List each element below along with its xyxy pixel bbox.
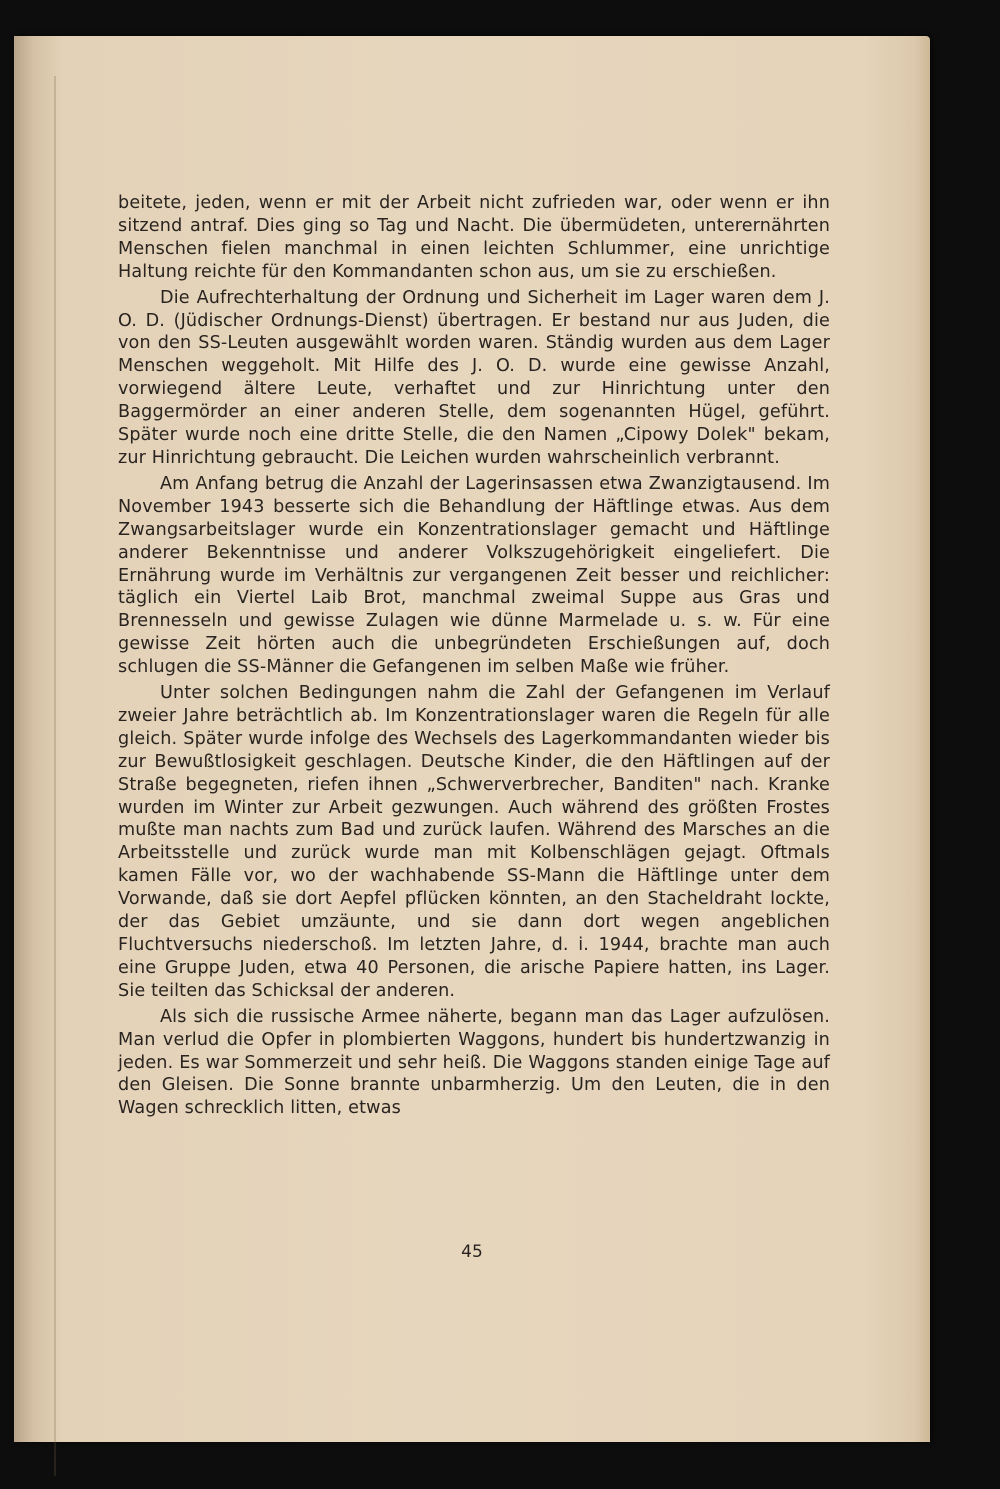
body-text [118,192,830,1123]
paragraph: Am Anfang betrug die Anzahl der Lagerinsassen etwa Zwanzigtausend. Im November 1943 besserte sich die Behandlung der Häftlinge etwas. Aus dem Zwangsarbeitslager wurde ein Konzentrationslager gemacht und Häftlinge anderer Bekenntnisse und anderer Volkszugehörigkeit eingeliefert. Die Ernährung wurde im Verhältnis zur vergangenen Zeit besser und reichlicher: täglich ein Viertel Laib Brot, manchmal zweimal Suppe aus Gras und Brennesseln und gewisse Zulagen wie dünne Marmelade u. s. w. Für eine gewisse Zeit hörten auch die unbegründeten Erschießungen auf, doch schlugen die SS-Männer die Gefangenen im selben Maße wie früher. [118,473,830,678]
binding-shadow [54,76,56,1476]
paragraph-continued: beitete, jeden, wenn er mit der Arbeit nicht zufrieden war, oder wenn er ihn sitzend antraf. Dies ging so Tag und Nacht. Die übermüdeten, unterernährten Menschen fielen manchmal in einen leichten Schlummer, eine unrichtige Haltung reichte für den Kommandanten schon aus, um sie zu erschießen. [118,193,830,282]
paragraph: Als sich die russische Armee näherte, begann man das Lager aufzulösen. Man verlud die Opfer in plombierten Waggons, hundert bis hundertzwanzig in jeden. Es war Sommerzeit und sehr heiß. Die Waggons standen einige Tage auf den Gleisen. Die Sonne brannte unbarmherzig. Um den Leuten, die in den Wagen schrecklich litten, etwas [118,1006,830,1119]
paragraph: Die Aufrechterhaltung der Ordnung und Sicherheit im Lager waren dem J. O. D. (Jüdischer Ordnungs-Dienst) übertragen. Er bestand nur aus Juden, die von den SS-Leuten ausgewählt worden waren. Ständig wurden aus dem Lager Menschen weggeholt. Mit Hilfe des J. O. D. wurde eine gewisse Anzahl, vorwiegend ältere Leute, verhaftet und zur Hinrichtung unter den Baggermörder an einer anderen Stelle, dem sogenannten Hügel, geführt. Später wurde noch eine dritte Stelle, die den Namen „Cipowy Dolek" bekam, zur Hinrichtung gebraucht. Die Leichen wurden wahrscheinlich verbrannt. [118,287,830,468]
paragraph: Unter solchen Bedingungen nahm die Zahl der Gefangenen im Verlauf zweier Jahre beträchtlich ab. Im Konzentrationslager waren die Regeln für alle gleich. Später wurde infolge des Wechsels des Lagerkommandanten wieder bis zur Bewußtlosigkeit geschlagen. Deutsche Kinder, die den Häftlingen auf der Straße begegneten, riefen ihnen „Schwerverbrecher, Banditen" nach. Kranke wurden im Winter zur Arbeit gezwungen. Auch während des größten Frostes mußte man nachts zum Bad und zurück laufen. Während des Marsches an die Arbeitsstelle und zurück wurde man mit Kolbenschlägen gejagt. Oftmals kamen Fälle vor, wo der wachhabende SS-Mann die Häftlinge unter dem Vorwande, daß sie dort Aepfel pflücken könnten, an den Stacheldraht lockte, der das Gebiet umzäunte, und sie dann dort wegen angeblichen Fluchtversuchs niederschoß. Im letzten Jahre, d. i. 1944, brachte man auch eine Gruppe Juden, etwa 40 Personen, die arische Papiere hatten, ins Lager. Sie teilten das Schicksal der anderen. [118,683,830,1001]
page-number: 45 [461,1242,483,1262]
